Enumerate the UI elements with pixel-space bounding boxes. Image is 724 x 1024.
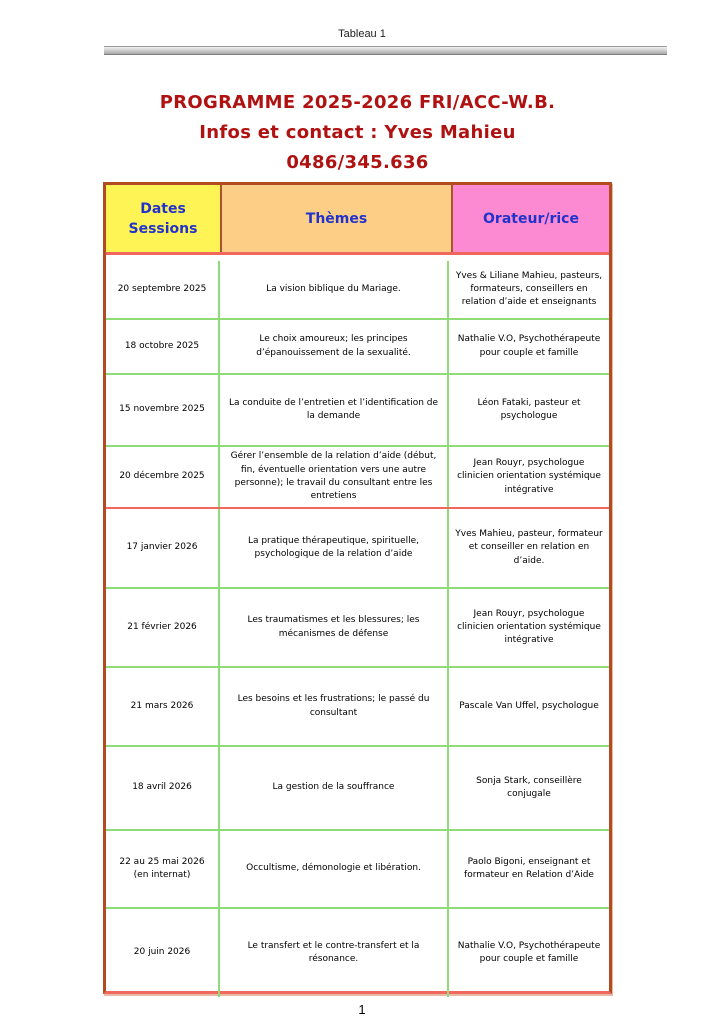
session-date: 21 février 2026	[106, 589, 220, 666]
session-speaker: Nathalie V.O, Psychothérapeute pour couple et famille	[457, 940, 601, 964]
session-speaker: Jean Rouyr, psychologue clinicien orientation systémique intégrative	[457, 458, 601, 495]
table-body	[106, 255, 609, 997]
session-theme: Les besoins et les frustrations; le passé du consultant	[220, 668, 449, 745]
session-date: 18 octobre 2025	[106, 320, 220, 373]
table-header	[106, 185, 609, 255]
session-theme: La conduite de l’entretien et l’identification de la demande	[220, 375, 449, 445]
table-row	[106, 909, 609, 997]
contact-phone: 0486/345.636	[286, 152, 429, 173]
program-table	[103, 182, 612, 994]
table-row	[106, 831, 609, 909]
contact-line: Infos et contact : Yves Mahieu	[199, 122, 516, 143]
table-row	[106, 668, 609, 747]
session-speaker: Nathalie V.O, Psychothérapeute pour couple et famille	[457, 334, 601, 358]
table-row	[106, 375, 609, 447]
session-theme: Le choix amoureux; les principes d’épanouissement de la sexualité.	[220, 320, 449, 373]
column-header-themes: Thèmes	[222, 185, 453, 252]
session-date: 22 au 25 mai 2026 (en internat)	[106, 831, 220, 907]
session-speaker: Jean Rouyr, psychologue clinicien orientation systémique intégrative	[457, 608, 601, 646]
column-header-dates: Dates Sessions	[106, 185, 222, 252]
session-theme: La gestion de la souffrance	[220, 747, 449, 829]
session-theme: La pratique thérapeutique, spirituelle, psychologique de la relation d’aide	[220, 509, 449, 587]
session-speaker: Léon Fataki, pasteur et psychologue	[477, 397, 581, 421]
session-date: 20 décembre 2025	[106, 447, 220, 507]
session-date: 17 janvier 2026	[106, 509, 220, 587]
table-row	[106, 320, 609, 375]
session-date: 21 mars 2026	[106, 668, 220, 745]
sheet-tab-label: Tableau 1	[338, 28, 386, 40]
table-row	[106, 447, 609, 509]
page-number: 1	[358, 1002, 366, 1017]
table-row	[106, 747, 609, 831]
session-speaker: Yves & Liliane Mahieu, pasteurs, formateurs, conseillers en relation d’aide et enseignants	[455, 270, 603, 308]
session-date: 20 juin 2026	[106, 909, 220, 997]
column-header-speakers: Orateur/rice	[453, 185, 609, 252]
session-theme: Occultisme, démonologie et libération.	[220, 831, 449, 907]
session-theme: Les traumatismes et les blessures; les mécanismes de défense	[220, 589, 449, 666]
session-theme: Le transfert et le contre-transfert et la résonance.	[220, 909, 449, 997]
table-row	[106, 261, 609, 320]
table-row	[106, 509, 609, 589]
session-date: 20 septembre 2025	[106, 261, 220, 318]
session-date: 18 avril 2026	[106, 747, 220, 829]
session-speaker: Pascale Van Uffel, psychologue	[459, 700, 599, 711]
session-speaker: Sonja Stark, conseillère conjugale	[476, 775, 582, 799]
session-theme: Gérer l’ensemble de la relation d’aide (début, fin, éventuelle orientation vers une autre personne); le travail du consultant entre les entretiens	[220, 447, 449, 507]
session-date: 15 novembre 2025	[106, 375, 220, 445]
session-speaker: Yves Mahieu, pasteur, formateur et conseiller en relation en d’aide.	[455, 529, 603, 566]
session-speaker: Paolo Bigoni, enseignant et formateur en Relation d’Aide	[464, 856, 594, 880]
session-theme: La vision biblique du Mariage.	[220, 261, 449, 318]
program-title: PROGRAMME 2025-2026 FRI/ACC-W.B.	[159, 92, 556, 113]
table-row	[106, 589, 609, 668]
sheet-tab-bar	[104, 46, 667, 55]
